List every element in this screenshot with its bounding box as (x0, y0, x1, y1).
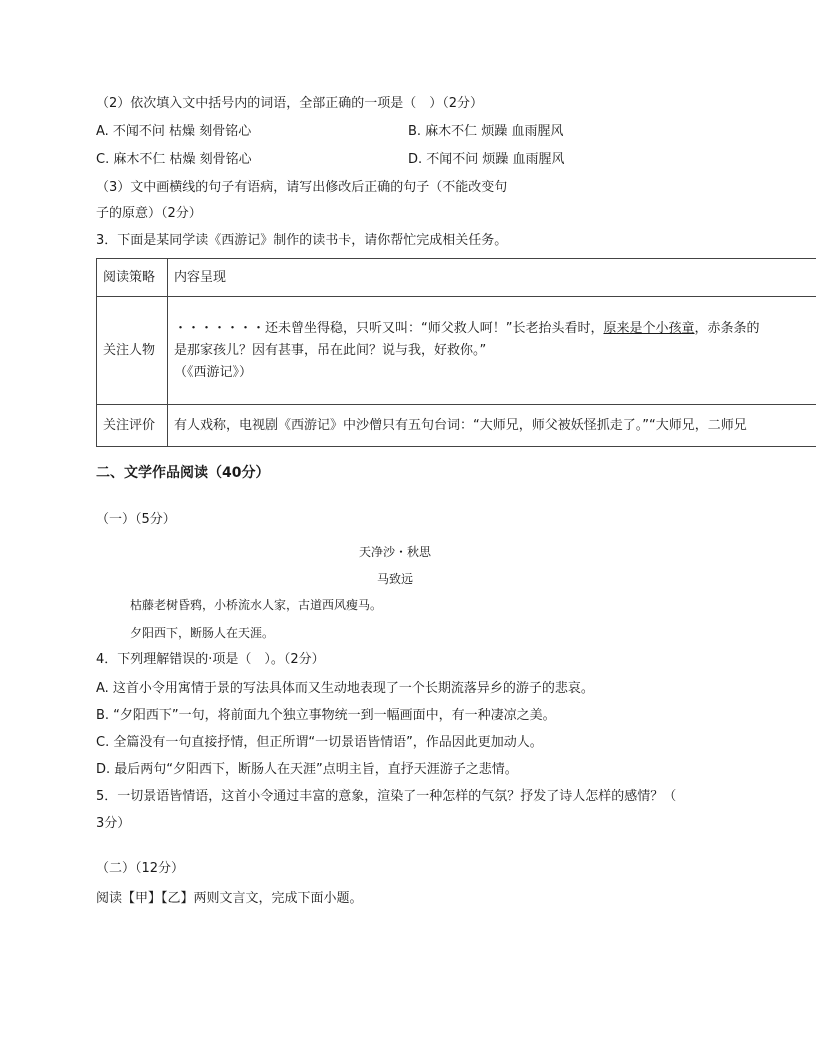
section2-title: 二、文学作品阅读（40分） (96, 465, 270, 481)
q3-stem-line2: 子的原意）（2分） (96, 206, 202, 221)
q2-option-d: D. 不闻不问 烦躁 血雨腥风 (408, 152, 565, 167)
excerpt-text: ・・・・・・・还未曾坐得稳，只听又叫：“师父救人呵！”长老抬头看时， (174, 320, 604, 336)
excerpt-line1 (174, 318, 816, 340)
row-content-evaluation: 有人戏称，电视剧《西游记》中沙僧只有五句台词：“大师兄，师父被妖怪抓走了。”“大师兄，二师兄 (168, 405, 816, 447)
table-row-character (97, 297, 816, 405)
q5-stem-line2: 3分） (96, 816, 131, 831)
q5-stem-line1: 5．一切景语皆情语，这首小令通过丰富的意象，渲染了一种怎样的气氛？抒发了诗人怎样的感情？（ (96, 789, 677, 804)
row-content-character (168, 297, 816, 405)
q4-option-d: D. 最后两句“夕阳西下，断肠人在天涯”点明主旨，直抒天涯游子之悲情。 (96, 762, 518, 777)
excerpt-line2: 是那家孩儿？因有甚事，吊在此间？说与我，好救你。” (174, 342, 487, 358)
excerpt-source: （《西游记》） (174, 364, 253, 380)
header-content: 内容呈现 (168, 259, 816, 297)
q3-stem-line1: （3）文中画横线的句子有语病，请写出修改后正确的句子（不能改变句 (96, 180, 508, 195)
q2-stem: （2）依次填入文中括号内的词语，全部正确的一项是（ ）（2分） (96, 96, 484, 111)
q4-option-a: A. 这首小令用寓情于景的写法具体而又生动地表现了一个长期流落异乡的游子的悲哀。 (96, 681, 594, 696)
row-label-character: 关注人物 (97, 297, 168, 405)
table-row-evaluation (97, 405, 816, 447)
task3-title: 3．下面是某同学读《西游记》制作的读书卡，请你帮忙完成相关任务。 (96, 233, 508, 248)
q4-stem: 4．下列理解错误的·项是（ ）。（2分） (96, 652, 325, 667)
part2-intro: 阅读【甲】【乙】两则文言文，完成下面小题。 (96, 891, 363, 906)
header-strategy: 阅读策略 (97, 259, 168, 297)
poem-line2: 夕阳西下，断肠人在天涯。 (130, 626, 275, 640)
q2-option-b: B. 麻木不仁 烦躁 血雨腥风 (408, 124, 564, 139)
q2-option-c: C. 麻木不仁 枯燥 刻骨铭心 (96, 152, 252, 167)
row-label-evaluation: 关注评价 (97, 405, 168, 447)
part2-heading: （二）（12分） (96, 861, 185, 876)
underlined-sentence: 原来是个小孩童 (603, 320, 695, 336)
q4-option-b: B. “夕阳西下”一句，将前面九个独立事物统一到一幅画面中，有一种凄凉之美。 (96, 708, 556, 723)
q2-option-a: A. 不闻不问 枯燥 刻骨铭心 (96, 124, 252, 139)
poem-author: 马致远 (376, 572, 413, 586)
table-header-row (97, 259, 816, 297)
poem-title: 天净沙・秋思 (358, 545, 431, 559)
part1-heading: （一）（5分） (96, 512, 176, 527)
q4-option-c: C. 全篇没有一句直接抒情，但正所谓“一切景语皆情语”，作品因此更加动人。 (96, 735, 543, 750)
reading-card-table (96, 258, 816, 447)
excerpt-text-tail: ，赤条条的 (694, 320, 760, 336)
poem-line1: 枯藤老树昏鸦，小桥流水人家，古道西风瘦马。 (130, 598, 383, 612)
